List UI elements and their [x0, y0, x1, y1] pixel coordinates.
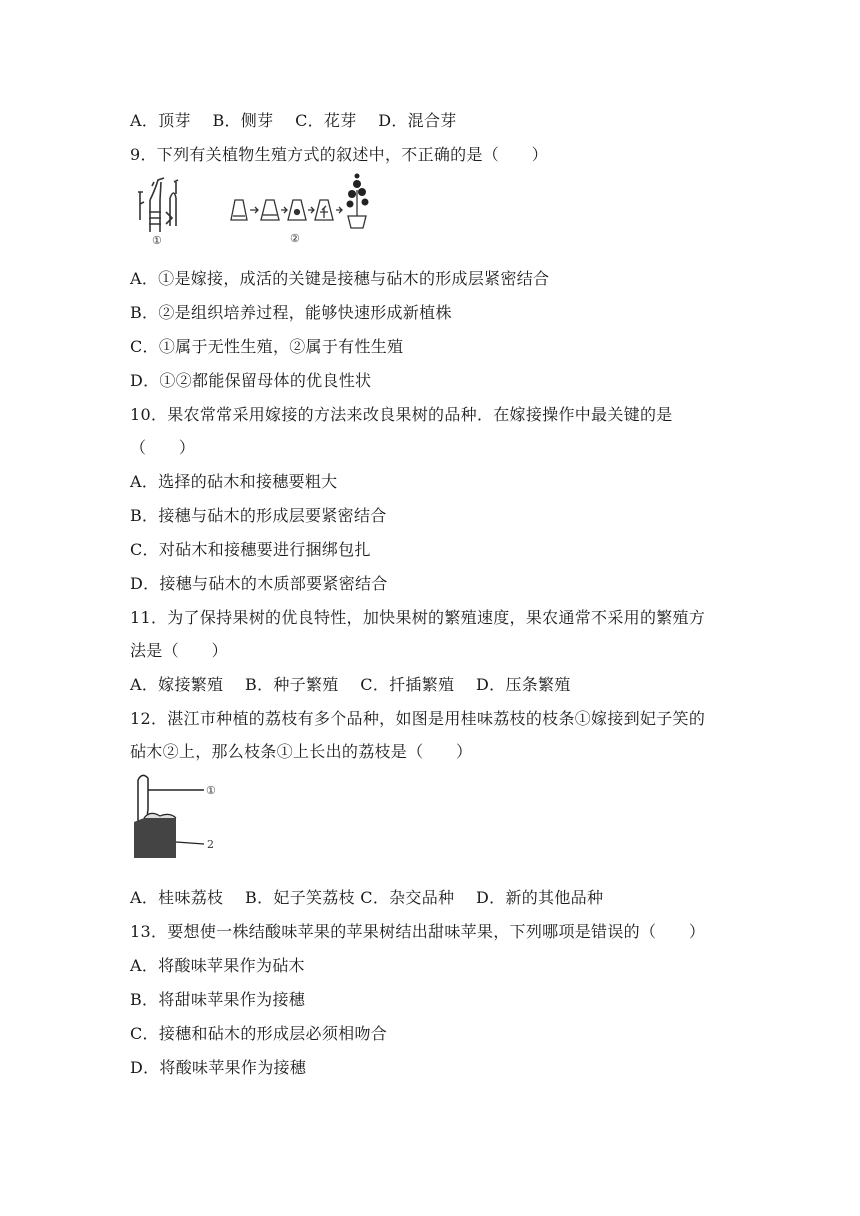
q9-option-d: D．①②都能保留母体的优良性状	[130, 371, 372, 390]
q10-option-a: A．选择的砧木和接穗要粗大	[130, 472, 338, 491]
q10-option-b: B．接穗与砧木的形成层要紧密结合	[130, 506, 387, 525]
q9-option-a: A．①是嫁接，成活的关键是接穗与砧木的形成层紧密结合	[130, 269, 550, 288]
q9-option-b: B．②是组织培养过程，能够快速形成新植株	[130, 303, 452, 322]
q9-figure	[130, 172, 380, 248]
q12-fig-label-2: 2	[207, 838, 214, 851]
q12-options: A．桂味荔枝 B．妃子笑荔枝 C．杂交品种 D．新的其他品种	[130, 888, 604, 907]
q13-option-a: A．将酸味苹果作为砧木	[130, 956, 305, 975]
q10-stem-line1: 10．果农常常采用嫁接的方法来改良果树的品种．在嫁接操作中最关键的是	[130, 405, 673, 424]
q9-stem: 9．下列有关植物生殖方式的叙述中，不正确的是（ ）	[130, 145, 548, 164]
q10-option-c: C．对砧木和接穗要进行捆绑包扎	[130, 540, 371, 559]
q8-options: A．顶芽 B．侧芽 C．花芽 D．混合芽	[130, 111, 457, 130]
q11-options: A．嫁接繁殖 B．种子繁殖 C．扦插繁殖 D．压条繁殖	[130, 675, 571, 694]
q13-stem: 13．要想使一株结酸味苹果的苹果树结出甜味苹果，下列哪项是错误的（ ）	[130, 922, 706, 941]
q10-option-d: D．接穗与砧木的木质部要紧密结合	[130, 574, 388, 593]
q13-option-d: D．将酸味苹果作为接穗	[130, 1058, 307, 1077]
q11-stem-line1: 11．为了保持果树的优良特性，加快果树的繁殖速度，果农通常不采用的繁殖方	[130, 608, 706, 627]
q10-stem-line2: （ ）	[130, 438, 196, 457]
grafting-illustration	[138, 178, 178, 232]
q13-option-c: C．接穗和砧木的形成层必须相吻合	[130, 1024, 388, 1043]
q9-option-c: C．①属于无性生殖，②属于有性生殖	[130, 337, 404, 356]
q13-option-b: B．将甜味苹果作为接穗	[130, 990, 306, 1009]
tissue-culture-illustration	[231, 190, 366, 228]
q11-stem-line2: 法是（ ）	[130, 641, 228, 660]
q12-fig-label-1: ①	[206, 784, 216, 797]
q12-stem-line1: 12．湛江市种植的荔枝有多个品种，如图是用桂味荔枝的枝条①嫁接到妃子笑的	[130, 709, 706, 728]
q9-fig-label-1: ①	[152, 234, 162, 247]
q12-figure	[130, 770, 230, 866]
q9-fig-label-2: ②	[290, 232, 300, 245]
q12-stem-line2: 砧木②上，那么枝条①上长出的荔枝是（ ）	[130, 742, 473, 761]
rootstock-illustration	[134, 813, 204, 858]
